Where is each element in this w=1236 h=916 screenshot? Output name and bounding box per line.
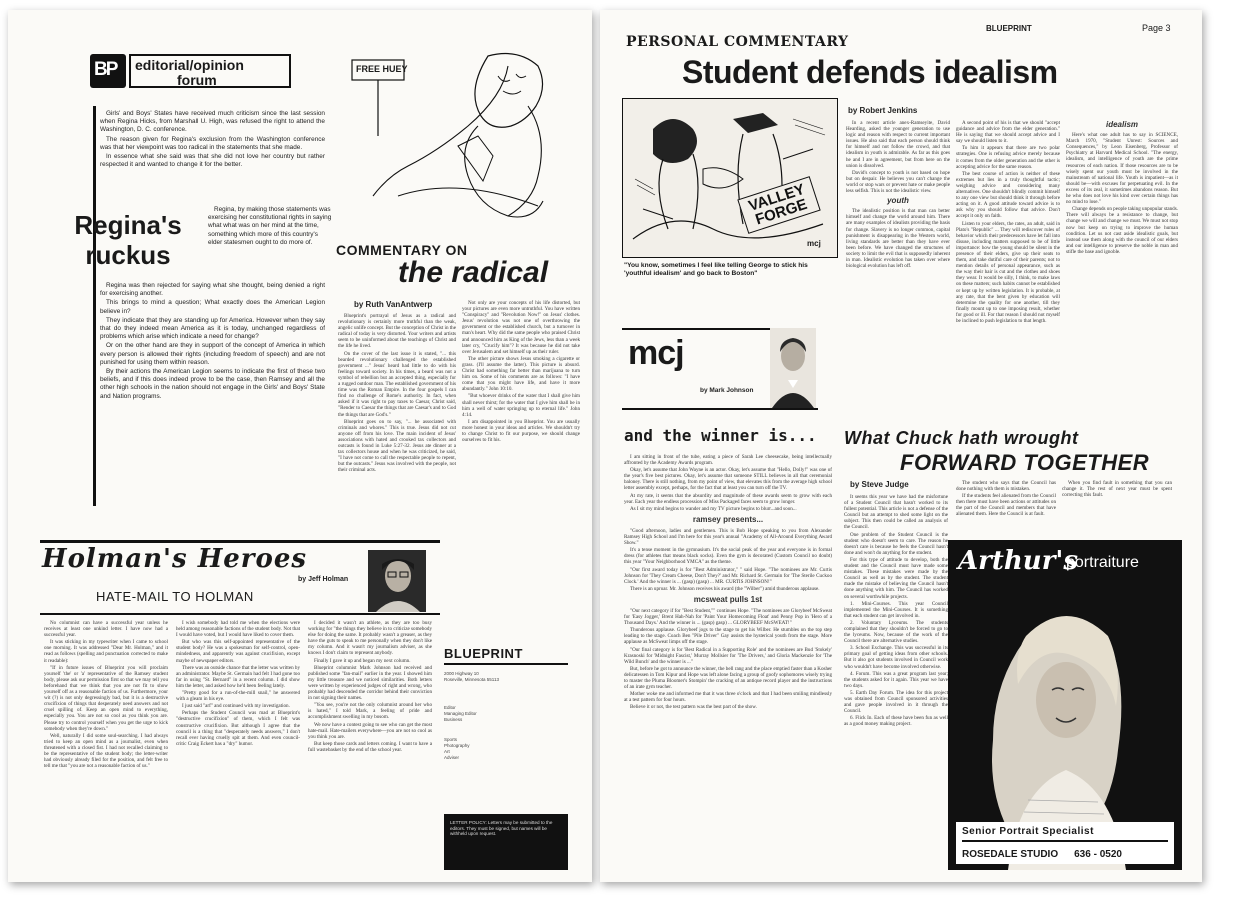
chuck-paragraph: One problem of the Student Council is the student who doesn't seem to care. The reason he doesn't care is because he feels the Council hasn't done and won't do anything for the student.: [844, 531, 948, 556]
holman-paragraph: "Pretty good for a run-of-the-mill snail," he answered with a gleam in his eye.: [176, 690, 300, 703]
cartoon-caption: "You know, sometimes I feel like telling George to stick his 'youthful idealism' and go back to Boston": [624, 262, 808, 277]
holman-paragraph: Blueprint columnist Mark Johnson had received and published some "fan-mail" earlier in the year. I showed him my little treasure and we noticed similarities. Both letters were written by experienced judges of right and wrong, who probably had descended the corridor behind their conviction in not signing their names.: [308, 664, 432, 702]
masthead-box: [444, 646, 568, 872]
forum-title-line1: editorial/opinion: [135, 57, 244, 73]
bp-logo-text: BP: [94, 59, 117, 80]
mcsweat-paragraph: Mother woke me and informed me that it was three o'clock and that I had been smiling mindlessly at a test pattern for four hours.: [624, 691, 832, 704]
regina-paragraph: Or on the other hand are they in support of the concept of America in which every person is allowed their rights (including freedom of speech) and are not punished for using them within reason.: [100, 342, 325, 366]
chuck-paragraph: 1. Mini-Courses. This year Council implemented the Mini-Courses. It is something that each student can get involved in.: [844, 600, 948, 619]
regina-left-rule: [93, 106, 96, 506]
forum-title-box: [129, 54, 291, 88]
page-header-number: Page 3: [1142, 23, 1171, 33]
chuck-column-2: [956, 480, 1056, 536]
ramsey-subhead: ramsey presents...: [692, 514, 764, 524]
holman-byline: by Jeff Holman: [298, 576, 349, 583]
idealism-headline: Student defends idealism: [682, 54, 1058, 90]
commentary-paragraph: On the cover of the last issue it is stated, "... this bearded revolutionary challenged the established government ..." Jesus' heard had little to do with his feelings toward society. In his times, a beard was not a symbol of rebellion but an accepted thing, especially for a rugged outdoor man. The established government of his time was the Roman Empire. In the four gospels I can find no challenge of Rome's authority. In fact, when asked if it was right to pay taxes to Caesar, Christ said, "Render to Caesar the things that are Caesar's and to God the things that are God's.": [338, 350, 456, 418]
regina-paragraph: They indicate that they are standing up for America. However when they say that do they indeed mean America as it is today, unchanged regardless of problems which arise which indicate a need for change?: [100, 316, 325, 341]
commentary-paragraph: "But whoever drinks of the water that I shall give him shall never thirst; for the water that I give him shall be in him a well of water springing up to eternal life." John 4:14.: [462, 393, 580, 418]
regina-paragraph: Girls' and Boys' States have received much criticism since the last session when Regina Hicks, from Marshall U. High, was refused the right to attend the Washington, D. C. conference.: [100, 110, 325, 134]
mcj-bottom-rule: [622, 408, 818, 410]
mcj-photo-art: [770, 328, 816, 408]
idealism-column-3: [1066, 120, 1178, 420]
commentary-column-2: [462, 300, 580, 564]
holman-paragraph: I just said "arf" and continued with my investigation.: [182, 703, 290, 710]
arthurs-ad-portrait: [948, 540, 1182, 870]
masthead-line: Adviser: [444, 755, 460, 760]
arthurs-ad-footer: [956, 822, 1174, 864]
ramsey-paragraph: There is an uproar. Mr. Johnson receives his award (the "Wilber") amid thunderous applause.: [630, 585, 820, 592]
commentary-paragraph: Blueprint goes on to say, "... he associated with criminals and whores." This is true. Jesus did not cut anyone off from his love. The main incident of Jesus' associations with hated and crooked tax collectors and outcasts is found in Luke 5:27-32. Jesus ate dinner at a tax collectors house and when he was criticized, he said, "I have not come to call the respectable people to repent, but the outcasts." Jesus was involved with the people, not their criminal acts.: [338, 418, 456, 474]
youth-subhead: youth: [887, 196, 909, 206]
free-huey-cartoon: [338, 46, 568, 236]
holman-column-1: [44, 620, 168, 872]
idealism-end-paragraph: Change depends on people taking unpopular stands. There will always be a resistance to change, but change we will and change we must. We must not stop now but keep on trying to improve the human condition. Let us not cast aside idealistic goals, but instead use them along with the council of our elders and our intelligence to preserve the noble in man and stifle the base and ignoble.: [1066, 206, 1178, 255]
masthead-line: Editor: [444, 705, 456, 710]
youth-paragraph: Listen to your elders, the rates, an adult, said in Plato's "Republic" ... They will rediscover rules of behavior which their predecessors have let fall into disuse, including matters supposed to be of little importance: how the young should be silent in the presence of their elders, give up their seats to them, and take dutiful care of their parents; not to mention details of personal appearance, such as the way their hair is cut and the clothes and shoes they wear. It would be silly, I think, to make laws on these matters; such habits cannot be established or kept up by written legislation. It is probable, at any rate, that the bent given by education will determine the quality for one another, till they finally mount up to one imposing result, whether for good or ill. For that reason I should not myself be inclined to push legislation to that length.: [956, 220, 1060, 324]
holman-title: Holman's Heroes: [42, 544, 308, 574]
regina-paragraph: Regina, by making those statements was exercising her constitutional rights in saying what what was on her mind at the time, something which more of this country's elder statesmen ought to do more of.: [208, 206, 332, 246]
holman-paragraph: Finally I gave it up and began my next column.: [314, 657, 411, 664]
chuck-paragraph: It seems this year we have had the misfortune of a Student Council that hasn't worked to its fullest potential. This article is not a defense of the Council but an attempt to shed some light on the subject. This then could be called an analysis of the Council.: [844, 494, 948, 531]
arthurs-ad-studio: ROSEDALE STUDIO: [962, 849, 1059, 860]
commentary-paragraph: The other picture shows Jesus smoking a cigarette or grass. (I'll assume the latter). This picture is absurd. Christ had something far better than marijuana to turn him on. Some of his comments are as follows: "I have come that you might have life, and have it more abundantly." John 10:10.: [462, 355, 580, 393]
holman-paragraph: But keep those cards and letters coming. I want to have a full wastebasket by the end of the school year.: [308, 740, 432, 753]
regina-column-narrow: [208, 206, 332, 288]
holman-subhead: HATE-MAIL TO HOLMAN: [96, 589, 254, 604]
holman-column-2: [176, 620, 300, 872]
holman-paragraph: Well, naturally I did some soul-searching. I had always tried to keep an open mind as a journalist, even when threatened with a closed fist. I had not recalled claiming to be the representative of the student body; the letter-writer had obviously already filed for the position, and felt free to tell me that "you are not a reasonable faction of us.": [44, 732, 168, 770]
mcsweat-paragraph: "Our next category if for "Best Student,"" continues Hope. "The nominees are Glorybeef McSweat for 'Easy Jogger,' Brent Hah-Nah for 'Paint Your Homecoming Float' and Penny Pop in 'Hero of a Thousand Days.' And the winner is ... (gasp) gasp) ... GLORYBEEF McSWEAT!": [624, 607, 832, 627]
chuck-column-1: [844, 494, 948, 874]
chuck-headline-line1: What Chuck hath wrought: [844, 428, 1079, 448]
holman-paragraph: We now have a contest going to see who can get the most hate-mail. Hate-mailers everywhere—you are not so cool as you think you are.: [308, 721, 432, 740]
mcsweat-paragraph: Believe it or not, the test pattern was the best part of the show.: [630, 704, 757, 711]
chuck-paragraph: If the students feel alienated from the Council then there must have been actions or attitudes on the part of the Council and members that have alienated them. Here the Council is at fault.: [956, 493, 1056, 518]
chuck-paragraph: 3. School Exchange. This was successful in its primary goal of getting ideas from other schools. But it also got students involved in Council work who wouldn't have become involved otherwise.: [844, 645, 948, 670]
holman-column-3: [308, 620, 432, 872]
regina-headline: [58, 210, 198, 270]
bp-logo: [90, 54, 126, 88]
idealism-end-paragraph: Here's what one adult has to say in SCIENCE, March 1970, "Student Unrest: Sources and Consequences," by Leon Eisenberg, Professor of Psychiatry at Harvard Medical School. "The energy, idealism, and intelligence of youth are the prime resources of each nation. If those resources are to be wisely spent our youth must be involved in the mainstream of national life. Youth is impatient—as it should be—with excuses for perpetuating evil. In the excess of its zeal, it sometimes abandons reason. But he who does not love his kind over certain things has no mind to lose.": [1066, 132, 1178, 206]
idealism-subhead: idealism: [1105, 120, 1138, 129]
personal-commentary-kicker: PERSONAL COMMENTARY: [626, 34, 849, 50]
masthead-line: Managing Editor: [444, 711, 477, 716]
commentary-paragraph: Not only are your concepts of his life distorted, but your pictures are even more untruthful. You have written "Conspiracy" and "Revolution Now!" on Jesus' clothes. Jesus' revolution was not one of overthrowing the government or the established church, but a turnover in man's heart. Why did the same people who praised Christ and announced him as King of the Jews, less than a week later cry, "Crucify him"? It was because he did not take over Jerusalem and set himself up as their ruler.: [462, 300, 580, 355]
free-huey-sign: FREE HUEY: [356, 64, 408, 74]
idealism-column-1: [846, 120, 950, 372]
winner-headline: and the winner is...: [624, 426, 817, 445]
regina-paragraph: In essence what she said was that she did not love her country but rather respected it and wanted to change it for the better.: [100, 153, 325, 169]
regina-paragraph: Regina was then rejected for saying what she thought, being denied a right for exercising another.: [100, 282, 325, 298]
commentary-headline: the radical: [398, 256, 549, 289]
idealism-byline: by Robert Jenkins: [848, 106, 918, 115]
holman-top-rule: [40, 540, 440, 543]
commentary-byline: by Ruth VanAntwerp: [354, 300, 433, 309]
mcj-byline: by Mark Johnson: [700, 387, 754, 394]
holman-paragraph: Perhaps the Student Council was mad at Blueprint's "destructive crucifixion" of them, which I felt was constructive crucifixion. But although I agree that the council is a thing that "desperately needs answers," I don't recall ever having cruelly spit at them. And even council-critic Craig Eckert has a "dry" humor.: [176, 710, 300, 747]
mcj-top-rule: [622, 328, 772, 330]
masthead-line: Sports: [444, 737, 458, 742]
valley-forge-sign: VALLEY FORGE: [737, 176, 820, 234]
regina-paragraph: The reason given for Regina's exclusion from the Washington conference was that her viewpoint was too radical in the statements that she made.: [100, 135, 325, 151]
arthurs-ad-name: Arthur's: [958, 546, 1078, 576]
idealism-paragraph: David's concept to youth is not based on hope but on despair. He believes you can't change the world or stop wars or prevent hate or make people less selfish. This is not the idealistic view.: [846, 169, 950, 195]
arthurs-ad-studio-line: [962, 840, 1168, 862]
masthead-line: Art: [444, 749, 450, 754]
holman-paragraph: "You see, you're not the only columnist around her who is hated," I told Mark, a feeling of pride and accomplishment swelling in my bosom.: [308, 702, 432, 721]
masthead-footer-block: [444, 814, 568, 870]
holman-photo: [368, 550, 426, 612]
right-page: [600, 10, 1202, 882]
holman-paragraph: But who was this self-appointed representative of the student body? He was a spokesman for self-control, open-mindedness, and apparently was against crucifixion, except maybe of newspaper editors.: [176, 639, 300, 664]
arthurs-ad-word: portraiture: [1066, 554, 1139, 571]
chuck-byline: by Steve Judge: [850, 480, 909, 489]
winner-column: [624, 454, 832, 874]
chuck-paragraph: For this type of attitude to develop, both the student and the Council must have made some mistakes. These mistakes were made by the Council as well as by the student. The student made the mistake of believing the Council hasn't done anything with him. The Council has worked on several worthwhile projects.: [844, 556, 948, 600]
ramsey-paragraph: "Our first award today is for "Best Administrator," " said Hope. "The nominees are Mr. Curtis Johnson for 'They Cream Cheese, Don't They?' and Mr. Richard St. Germain for 'The Sterile Cuckoo Clock.' And the winner is ... (gasp) (gasp) ... MR. CURTIS JOHNSON!": [624, 566, 832, 585]
regina-paragraph: By their actions the American Legion seems to indicate the first of these two beliefs, and if this does indeed prove to be the case, then Ramsey and all the other high schools in the nation should not engage in the Girls' and Boys' State and Nation programs.: [100, 368, 325, 400]
mcsweat-paragraph: Thunderous applause. Glorybeef jogs to the stage to get his Wilber. He stumbles on the top step leading to the stage. Coach Ben "Pile Driver" Gay assists the hysterical youth from the stage. More applause as McSweat limps off the stage.: [624, 627, 832, 646]
masthead-line: Roseville, Minnesota 55113: [444, 677, 499, 682]
regina-column-top: [100, 110, 325, 206]
arthurs-ad: [948, 540, 1182, 870]
idealism-column-2: [956, 120, 1060, 420]
regina-column-bottom: [100, 282, 325, 512]
chuck-paragraph: When you find fault in something that you can change it. The rest of next year must be spent correcting this fault.: [1062, 480, 1172, 499]
mcsweat-subhead: mcsweat pulls 1st: [693, 594, 763, 604]
holman-paragraph: No columnist can have a successful year unless he receives at least one unkind letter. I have now had a successful year.: [44, 620, 168, 639]
masthead-title: BLUEPRINT: [444, 646, 568, 665]
left-page: [8, 10, 592, 882]
arthurs-ad-phone: 636 - 0520: [1074, 849, 1122, 860]
arthurs-ad-tagline: Senior Portrait Specialist: [962, 826, 1094, 837]
chuck-paragraph: 6. Flick In. Each of these have been fun as well as a good money making project.: [844, 715, 948, 728]
masthead-line: Business: [444, 717, 463, 722]
masthead-details: [444, 671, 568, 761]
winner-paragraph: I am sitting in front of the tube, eating a piece of Sarah Lee cheesecake, being intellectually affronted by the Academy Awards program.: [624, 454, 832, 467]
holman-bottom-rule: [40, 613, 440, 615]
free-huey-cartoon-drawing: [338, 46, 568, 236]
youth-paragraph: A second point of his is that we should "accept guidance and advice from the elder generation." He is saying that we should accept advice and I say we should listen to it.: [956, 120, 1060, 145]
commentary-paragraph: Blueprint's portrayal of Jesus as a radical and revolutionary is certainly more truthful than the weak, angelic unlife concept. But the conception of Christ in the radical of today is very distorted. Your writers and artists seem to be uninformed about the teachings of Christ and the life he lived.: [338, 313, 456, 350]
winner-paragraph: Okay, let's assume that John Wayne is an actor. Okay, let's assume that "Hello, Dolly!" was one of the year's five best pictures. Okay, let's assume that someone STILL believes in all that ceremonial baloney. There is still nothing, from my point of view, that elevates this from the average high school letter assembly except, perhaps, for the fact that at least you can turn off the TV.: [624, 467, 832, 492]
holman-paragraph: It was sticking in my typewriter when I came to school one morning. It was addressed "Dear Mr. Holman," and it read as follows (spelling and punctuation corrected to make it readable):: [44, 639, 168, 664]
youth-paragraph: The best course of action is neither of these extremes but lies in a truly thoughtful tactic; weighing advice and considering many alternatives. One shouldn't blindly commit himself to any one view but should think it through before acting on it. A good attitude toward advice is to ask why you should follow that advice. Don't accept it only on faith.: [956, 170, 1060, 220]
youth-paragraph: To him it appears that there are two polar strategies. One is refusing advice merely because it comes from the older generation and the other is accepting advice for the same reason.: [956, 145, 1060, 170]
ramsey-paragraph: It's a tense moment in the gymnasium. It's the social peak of the year and everyone is in formal dress (for athletes that means black socks). Even the gym is decorated (Custom Council no doubt) this year "Your Neighborhood YMCA" as the theme.: [624, 547, 832, 566]
holman-paragraph: I decided it wasn't an athlete, as they are too busy working for "the things they believe in to criticize somebody else for doing the same. It probably wasn't a greaser, as they have the guts to speak to me personally when they don't like my column. And it wasn't my journalism adviser, as she knows I don't claim to represent anybody.: [308, 620, 432, 657]
winner-paragraph: As I sit my mind begins to wander and my TV picture begins to blurr...and soon...: [630, 505, 797, 512]
masthead-footer-text: LETTER POLICY: Letters may be submitted to the editors. They must be signed, but names will be withheld upon request.: [450, 820, 553, 837]
masthead-line: Photography: [444, 743, 470, 748]
ramsey-paragraph: "Good afternoon, ladies and gentlemen. This is Bob Hope speaking to you from Alexander Ramsey High School and I'm here for this year's annual "Academy of All-Around Everything Award Show.": [624, 527, 832, 547]
chuck-paragraph: 5. Earth Day Forum. The idea for this project was obtained from Council sponsored activities and gave people involved in it through the Council.: [844, 689, 948, 715]
mcj-logo: mcj: [628, 334, 684, 372]
mcsweat-paragraph: But, before he got to announce the winner, the bell rang and the place emptied faster than a Kosher delicatessen in Tom Kipur and Hope was left alone facing a group of goofy sophomores wisely trying to master the Pluma Bloomer's Stompin' the cracking of an antique record player and the instructions of an irate gym teacher.: [624, 665, 832, 691]
regina-paragraph: This brings to mind a question; What exactly does the American Legion believe in?: [100, 299, 325, 315]
cartoon-signature: mcj: [807, 239, 821, 248]
holman-paragraph: "If in future issues of Blueprint you will proclaim yourself 'the' or 'a' representative of the Ramsey student body, please ask our permission first so that we may tell you beforehand that we think that you are not fit to show yourself off as a reasonable faction of us. Furthermore, your wit (?) is not only degressingly bad, but it is a destructive crucifixion of things that desperately need answers and not cruel spilling of. Keep an open mind to everything, especially you. You are not so cool as you think you are. Please try to control yourself when you get the urge to kick somebody when they're down.": [44, 664, 168, 732]
holman-photo-art: [368, 550, 426, 612]
page-header-name: BLUEPRINT: [986, 24, 1032, 33]
mcsweat-paragraph: "Our final category is for 'Best Radical in a Supporting Role' and the nominees are Bud 'Stokely' Krasnoski for 'Midnight Fascist,' Murray Mollsier for 'The Drivers,' and Gloria Mackenzie for 'The Wild Bunch' and the winner is ...": [624, 646, 832, 665]
commentary-kicker: COMMENTARY ON: [336, 242, 468, 258]
regina-headline-line1: Regina's: [74, 210, 182, 240]
commentary-paragraph: I am disappointed in you Blueprint. You are usually more honest in your ideas and articles. We shouldn't try to change Christ to fit our purpose, we should change ourselves to fit his.: [462, 418, 580, 444]
idealism-paragraph: In a recent article anex-Ramseyite, David Hearding, asked the younger generation to use logic and reason with respect to current important issues. He also said that each person should think for himself and not follow the crowd, and that idealism in youth is admirable. As far as this goes he and I are in agreement, but from here on the union is dissolved.: [846, 120, 950, 169]
mcj-photo: [770, 328, 816, 408]
commentary-column-1: [338, 313, 456, 563]
youth-paragraph: The idealistic position is that man can better himself and change the world around him. There are many examples of idealists providing the basis for change. Slavery is no longer common, capital punishment is disappearing in the Western world, living standards are better than they have ever been before. We have changed the structures of society to limit the evil that is supposedly inherent in man. Idealistic evolution has taken over where biological evolution has left off.: [846, 208, 950, 270]
chuck-paragraph: 4. Forum. This was a great program last year; the students asked for it again. This year we have two days.: [844, 670, 948, 689]
regina-headline-line2: ruckus: [85, 240, 171, 270]
chuck-headline-line2: FORWARD TOGETHER: [900, 450, 1150, 475]
forum-title-line2: forum: [177, 72, 217, 88]
holman-paragraph: There was an outside chance that the letter was written by an administrator. Maybe St. Germain had felt I had gone too far in using "St. Bernard" in a recent column. I did show him the letter, and asked how he'd been feeling lately.: [176, 664, 300, 689]
chuck-paragraph: 2. Voluntary Lyceums. The students complained that they shouldn't be forced to go to the lyceums. Now, because of the work of the Council there are alternative studies.: [844, 619, 948, 645]
masthead-line: 2000 Highway 10: [444, 671, 479, 676]
holman-paragraph: I wish somebody had told me when the elections were held among reasonable factions of the student body. Not that I would have voted, but I would have liked to cover them.: [176, 620, 300, 639]
chuck-paragraph: The student who says that the Council has done nothing with them is mistaken.: [956, 480, 1056, 493]
winner-paragraph: At my rate, it seems that the absurdity and magnitude of these awards seem to grow with each year. Each year the endless procession of Miss Packaged faces seem to grow longer.: [624, 492, 832, 505]
chuck-column-3: [1062, 480, 1172, 536]
valley-forge-cartoon: [622, 98, 838, 258]
